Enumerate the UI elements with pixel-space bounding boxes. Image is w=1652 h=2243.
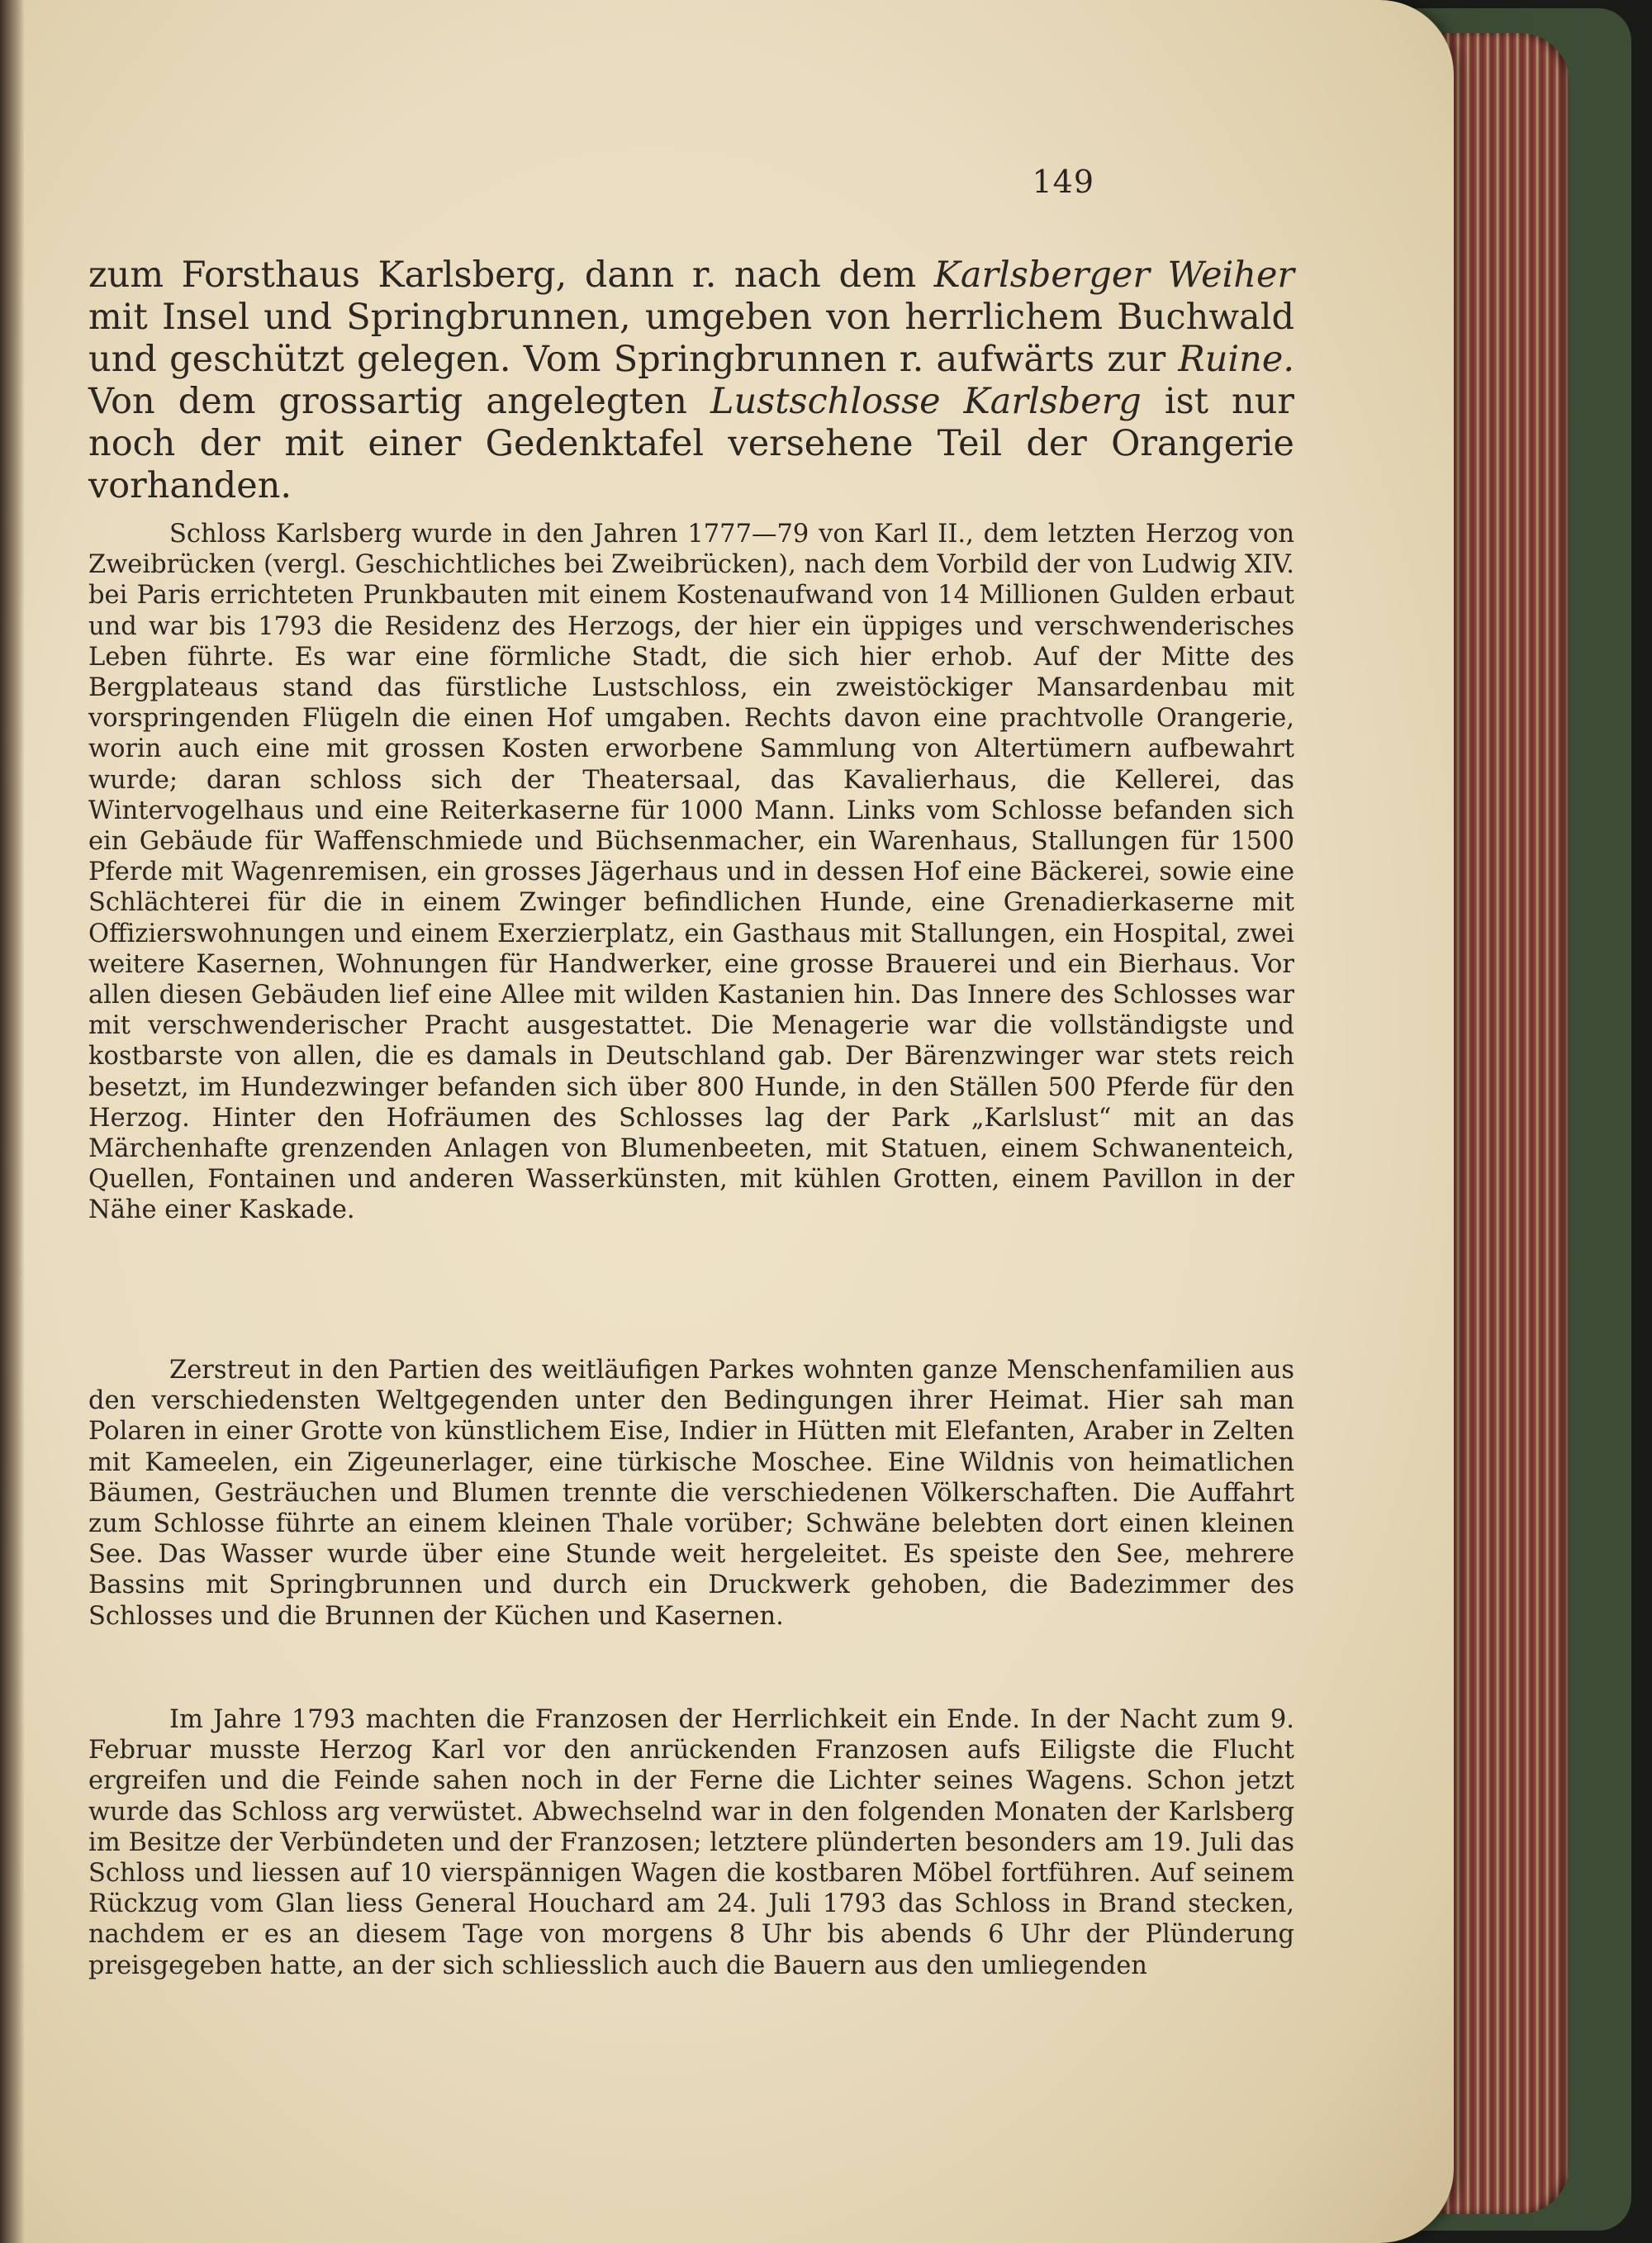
lead-italic-2: Ruine. [1178,339,1294,380]
lead-paragraph [88,254,1294,507]
lead-text-2: mit Insel und Springbrunnen, umgeben von herrlichem Buchwald und geschützt gelegen. Vom Springbrunnen r. aufwärts zur [88,297,1294,380]
lead-text-1: zum Forsthaus Karlsberg, dann r. nach dem [88,254,934,296]
lead-italic-1: Karlsberger Weiher [933,254,1294,296]
page-gutter [0,0,25,2243]
lead-text-4: ist nur noch der mit einer Gedenktafel versehene Teil der Orangerie vorhanden. [88,381,1294,506]
lead-text-3: Von dem grossartig angelegten [88,381,710,422]
lead-italic-3: Lustschlosse Karlsberg [710,381,1142,422]
page-number: 149 [1032,164,1094,200]
paragraph-park-inhabitants: Zerstreut in den Partien des weitläufigen Parkes wohnten ganze Menschenfamilien aus den verschiedensten Weltgegenden unter den Bedingungen ihrer Heimat. Hier sah man Polaren in einer Grotte von künstlichem Eise, Indier in Hütten mit Elefanten, Araber in Zelten mit Kameelen, ein Zigeunerlager, eine türkische Moschee. Eine Wildnis von heimatlichen Bäumen, Gesträuchen und Blumen trennte die verschiedenen Völkerschaften. Die Auffahrt zum Schlosse führte an einem kleinen Thale vorüber; Schwäne belebten dort einen kleinen See. Das Wasser wurde über eine Stunde weit hergeleitet. Es speiste den See, mehrere Bassins mit Springbrunnen und durch ein Druckwerk gehoben, die Badezimmer des Schlosses und die Brunnen der Küchen und Kasernen. [88,1356,1294,1631]
paragraph-schloss-history: Schloss Karlsberg wurde in den Jahren 1777—79 von Karl II., dem letzten Herzog von Zweibrücken (vergl. Geschichtliches bei Zweibrücken), nach dem Vorbild der von Ludwig XIV. bei Paris errichteten Prunkbauten mit einem Kostenaufwand von 14 Millionen Gulden erbaut und war bis 1793 die Residenz des Herzogs, der hier ein üppiges und verschwenderisches Leben führte. Es war eine förmliche Stadt, die sich hier erhob. Auf der Mitte des Bergplateaus stand das fürstliche Lustschloss, ein zweistöckiger Mansardenbau mit vorspringenden Flügeln die einen Hof umgaben. Rechts davon eine prachtvolle Orangerie, worin auch eine mit grossen Kosten erworbene Sammlung von Altertümern aufbewahrt wurde; daran schloss sich der Theatersaal, das Kavalierhaus, die Kellerei, das Wintervogelhaus und eine Reiterkaserne für 1000 Mann. Links vom Schlosse befanden sich ein Gebäude für Waffenschmiede und Büchsenmacher, ein Warenhaus, Stallungen für 1500 Pferde mit Wagenremisen, ein grosses Jägerhaus und in dessen Hof eine Bäckerei, sowie eine Schlächterei für die in einem Zwinger befindlichen Hunde, eine Grenadierkaserne mit Offizierswohnungen und einem Exerzierplatz, ein Gasthaus mit Stallungen, ein Hospital, zwei weitere Kasernen, Wohnungen für Handwerker, eine grosse Brauerei und ein Bierhaus. Vor allen diesen Gebäuden lief eine Allee mit wilden Kastanien hin. Das Innere des Schlosses war mit verschwenderischer Pracht ausgestattet. Die Menagerie war die vollständigste und kostbarste von allen, die es damals in Deutschland gab. Der Bärenzwinger war stets reich besetzt, im Hundezwinger befanden sich über 800 Hunde, in den Ställen 500 Pferde für den Herzog. Hinter den Hofräumen des Schlosses lag der Park „Karlslust“ mit an das Märchenhafte grenzenden Anlagen von Blumenbeeten, mit Statuen, einem Schwanenteich, Quellen, Fontainen und anderen Wasserkünsten, mit kühlen Grotten, einem Pavillon in der Nähe einer Kaskade. [88,520,1294,1225]
paragraph-french-destruction: Im Jahre 1793 machten die Franzosen der Herrlichkeit ein Ende. In der Nacht zum 9. Februar musste Herzog Karl vor den anrückenden Franzosen aufs Eiligste die Flucht ergreifen und die Feinde sahen noch in der Ferne die Lichter seines Wagens. Schon jetzt wurde das Schloss arg verwüstet. Abwechselnd war in den folgenden Monaten der Karlsberg im Besitze der Verbündeten und der Franzosen; letztere plünderten besonders am 19. Juli das Schloss und liessen auf 10 vierspännigen Wagen die kostbaren Möbel fortführen. Auf seinem Rückzug vom Glan liess General Houchard am 24. Juli 1793 das Schloss in Brand stecken, nachdem er es an diesem Tage von morgens 8 Uhr bis abends 6 Uhr der Plünderung preisgegeben hatte, an der sich schliesslich auch die Bauern aus den umliegenden [88,1705,1294,1980]
